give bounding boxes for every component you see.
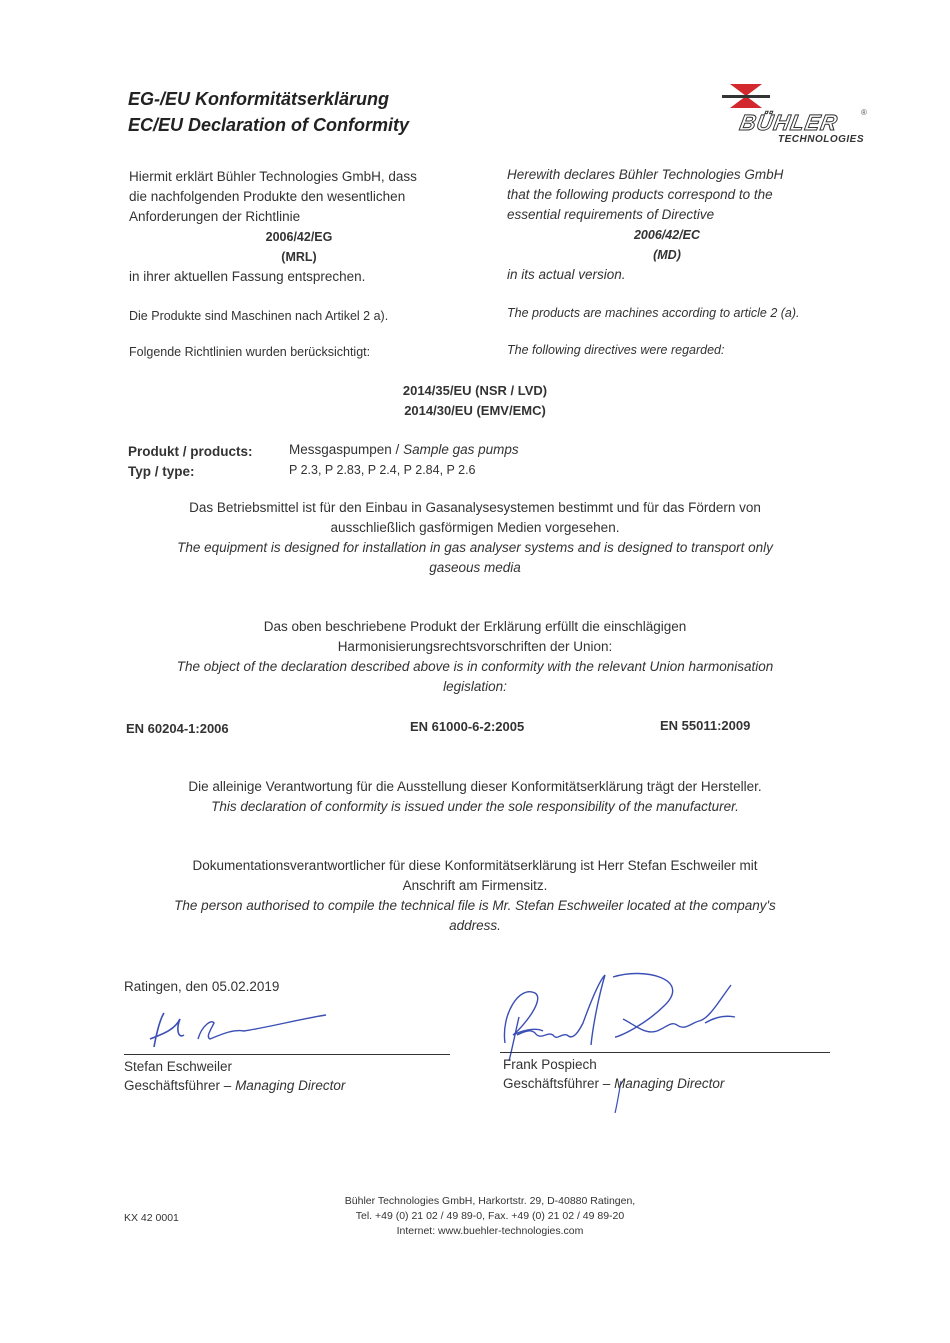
standard-3: EN 55011:2009 xyxy=(660,718,751,733)
intro-en xyxy=(507,165,827,285)
product-value-de: Messgaspumpen / xyxy=(289,442,404,457)
conformity-en-2: legislation: xyxy=(443,679,507,694)
directive-lvd: 2014/35/EU (NSR / LVD) xyxy=(402,383,548,398)
type-label: Typ / type: xyxy=(128,464,195,479)
title-en: EC/EU Declaration of Conformity xyxy=(128,115,410,135)
documentation-en-1: The person authorised to compile the technical file is Mr. Stefan Eschweiler located at the company's xyxy=(174,898,776,913)
standard-2: EN 61000-6-2:2005 xyxy=(410,719,525,734)
signatory-2-role-de: Geschäftsführer – xyxy=(503,1076,615,1091)
documentation-de-1: Dokumentationsverantwortlicher für diese Konformitätserklärung ist Herr Stefan Eschweiler mit xyxy=(192,858,758,873)
buehler-logo xyxy=(716,82,876,148)
responsibility-de: Die alleinige Verantwortung für die Ausstellung dieser Konformitätserklärung trägt der Hersteller. xyxy=(188,779,762,794)
signatory-1-role xyxy=(124,1076,345,1096)
equipment-en-2: gaseous media xyxy=(429,560,521,575)
intro-en-line3: essential requirements of Directive xyxy=(507,207,715,222)
signatory-2-role xyxy=(503,1074,724,1094)
signatory-1-name: Stefan Eschweiler xyxy=(124,1059,233,1074)
place-date: Ratingen, den 05.02.2019 xyxy=(124,979,280,994)
responsibility-en: This declaration of conformity is issued under the sole responsibility of the manufacturer. xyxy=(211,799,739,814)
conformity-text xyxy=(75,617,875,697)
documentation-text xyxy=(75,856,875,936)
equipment-de-1: Das Betriebsmittel ist für den Einbau in Gasanalysesystemen bestimmt und für das Fördern von xyxy=(189,500,761,515)
intro-de-line3: Anforderungen der Richtlinie xyxy=(129,209,301,224)
signature-line-1 xyxy=(124,1054,450,1055)
product-value-en: Sample gas pumps xyxy=(403,442,519,457)
logo-sub: TECHNOLOGIES xyxy=(778,134,865,145)
equipment-en-1: The equipment is designed for installation in gas analyser systems and is designed to transport only xyxy=(177,540,773,555)
machines-en: The products are machines according to article 2 (a). xyxy=(507,306,800,320)
signatory-2-role-en: Managing Director xyxy=(614,1076,725,1091)
machines-de: Die Produkte sind Maschinen nach Artikel 2 a). xyxy=(129,309,389,323)
regarded-en: The following directives were regarded: xyxy=(507,343,725,357)
equipment-text xyxy=(75,498,875,578)
type-value: P 2.3, P 2.83, P 2.4, P 2.84, P 2.6 xyxy=(289,463,476,477)
signature-line-2 xyxy=(500,1052,830,1053)
intro-en-line4: in its actual version. xyxy=(507,267,626,282)
intro-de xyxy=(129,167,469,287)
intro-en-directive: 2006/42/EC xyxy=(633,228,701,242)
conformity-en-1: The object of the declaration described above is in conformity with the relevant Union harmonisation xyxy=(176,659,774,674)
logo-name: BÜHLER xyxy=(737,110,840,135)
title-de: EG-/EU Konformitätserklärung xyxy=(128,89,390,109)
product-label: Produkt / products: xyxy=(128,444,253,459)
conformity-de-2: Harmonisierungsrechtsvorschriften der Union: xyxy=(337,639,613,654)
signatory-1-role-en: Managing Director xyxy=(235,1078,346,1093)
equipment-de-2: ausschließlich gasförmigen Medien vorgesehen. xyxy=(330,520,620,535)
intro-en-line1: Herewith declares Bühler Technologies GmbH xyxy=(507,167,784,182)
signature-eschweiler-icon xyxy=(140,1005,340,1055)
documentation-de-2: Anschrift am Firmensitz. xyxy=(402,878,548,893)
intro-en-line2: that the following products correspond to the xyxy=(507,187,773,202)
footer-address-1: Bühler Technologies GmbH, Harkortstr. 29, D-40880 Ratingen, xyxy=(344,1195,636,1207)
regarded-de: Folgende Richtlinien wurden berücksichtigt: xyxy=(129,345,371,359)
standard-1: EN 60204-1:2006 xyxy=(126,721,229,736)
doc-id: KX 42 0001 xyxy=(124,1212,179,1224)
responsibility-text xyxy=(75,777,875,817)
footer-address xyxy=(290,1194,690,1239)
intro-de-line2: die nachfolgenden Produkte den wesentlichen xyxy=(129,189,406,204)
directive-emc: 2014/30/EU (EMV/EMC) xyxy=(404,403,546,418)
signatory-1-role-de: Geschäftsführer – xyxy=(124,1078,236,1093)
conformity-de-1: Das oben beschriebene Produkt der Erklärung erfüllt die einschlägigen xyxy=(263,619,687,634)
intro-de-directive: 2006/42/EG xyxy=(265,230,333,244)
signatory-2-name: Frank Pospiech xyxy=(503,1057,597,1072)
directives xyxy=(300,381,650,421)
footer-address-2: Tel. +49 (0) 21 02 / 49 89-0, Fax. +49 (0) 21 02 / 49 89-20 xyxy=(355,1210,625,1222)
intro-de-abbr: (MRL) xyxy=(281,250,317,264)
logo-registered: ® xyxy=(861,108,867,117)
product-value xyxy=(289,440,519,460)
footer-address-3: Internet: www.buehler-technologies.com xyxy=(396,1225,584,1237)
intro-en-abbr: (MD) xyxy=(653,248,681,262)
intro-de-line1: Hiermit erklärt Bühler Technologies GmbH, dass xyxy=(129,169,417,184)
documentation-en-2: address. xyxy=(449,918,501,933)
intro-de-line4: in ihrer aktuellen Fassung entsprechen. xyxy=(129,269,366,284)
